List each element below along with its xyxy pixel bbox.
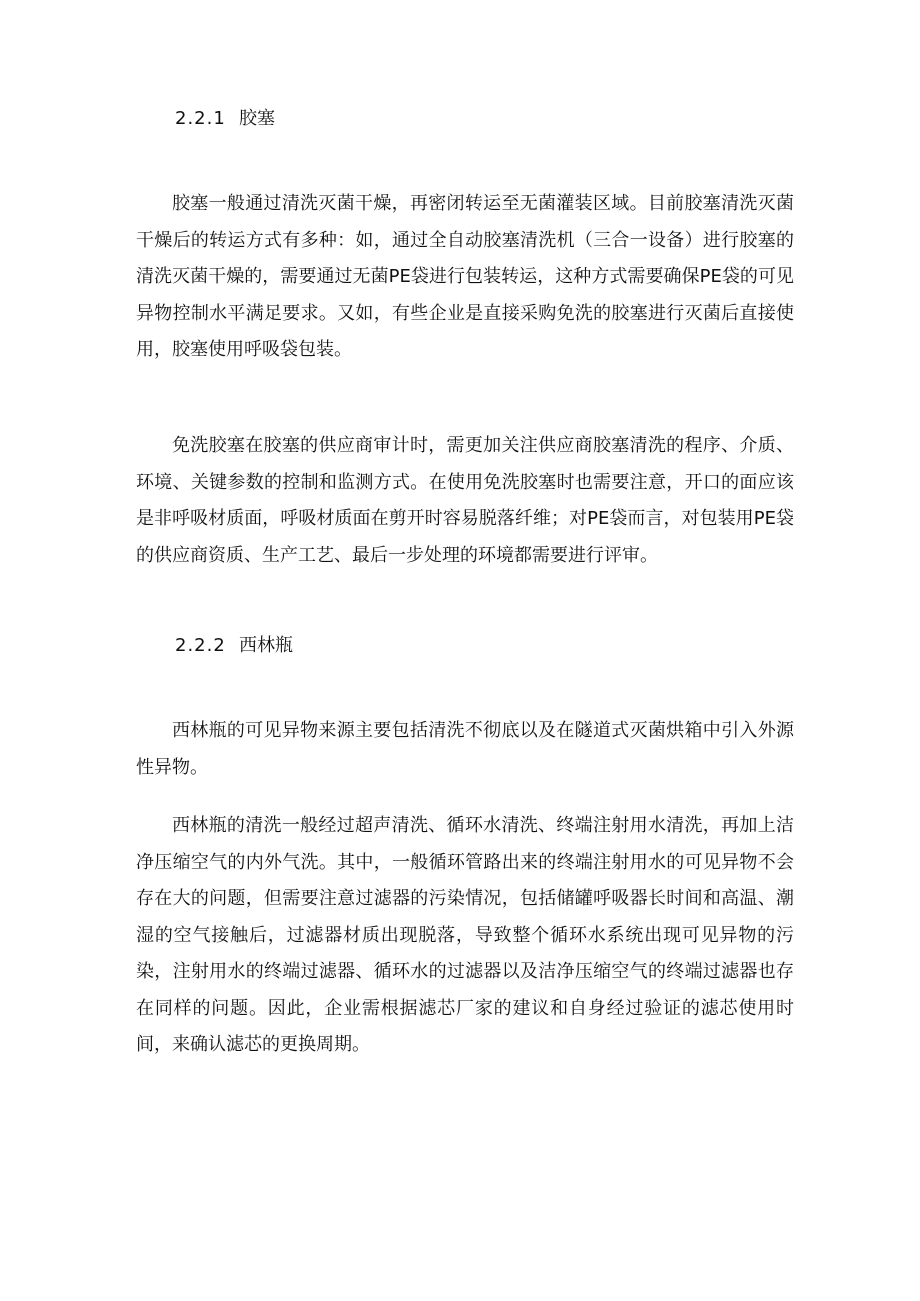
section-number: 2.2.1 xyxy=(175,108,226,129)
section-heading-2-2-1 xyxy=(175,107,275,131)
section-title: 西林瓶 xyxy=(239,635,293,656)
section-title: 胶塞 xyxy=(239,108,275,129)
paragraph: 胶塞一般通过清洗灭菌干燥，再密闭转运至无菌灌装区域。目前胶塞清洗灭菌干燥后的转运方式有多种：如，通过全自动胶塞清洗机（三合一设备）进行胶塞的清洗灭菌干燥的，需要通过无菌PE袋进行包装转运，这种方式需要确保PE袋的可见异物控制水平满足要求。又如，有些企业是直接采购免洗的胶塞进行灭菌后直接使用，胶塞使用呼吸袋包装。 xyxy=(136,193,794,360)
section-heading-2-2-2 xyxy=(175,634,293,658)
paragraph: 西林瓶的可见异物来源主要包括清洗不彻底以及在隧道式灭菌烘箱中引入外源性异物。 xyxy=(136,720,794,778)
paragraph: 免洗胶塞在胶塞的供应商审计时，需更加关注供应商胶塞清洗的程序、介质、环境、关键参数的控制和监测方式。在使用免洗胶塞时也需要注意，开口的面应该是非呼吸材质面，呼吸材质面在剪开时容易脱落纤维；对PE袋而言，对包装用PE袋的供应商资质、生产工艺、最后一步处理的环境都需要进行评审。 xyxy=(136,435,794,566)
section-number: 2.2.2 xyxy=(175,635,226,656)
paragraph: 西林瓶的清洗一般经过超声清洗、循环水清洗、终端注射用水清洗，再加上洁净压缩空气的内外气洗。其中，一般循环管路出来的终端注射用水的可见异物不会存在大的问题，但需要注意过滤器的污染情况，包括储罐呼吸器长时间和高温、潮湿的空气接触后，过滤器材质出现脱落，导致整个循环水系统出现可见异物的污染，注射用水的终端过滤器、循环水的过滤器以及洁净压缩空气的终端过滤器也存在同样的问题。因此，企业需根据滤芯厂家的建议和自身经过验证的滤芯使用时间，来确认滤芯的更换周期。 xyxy=(136,815,794,1055)
